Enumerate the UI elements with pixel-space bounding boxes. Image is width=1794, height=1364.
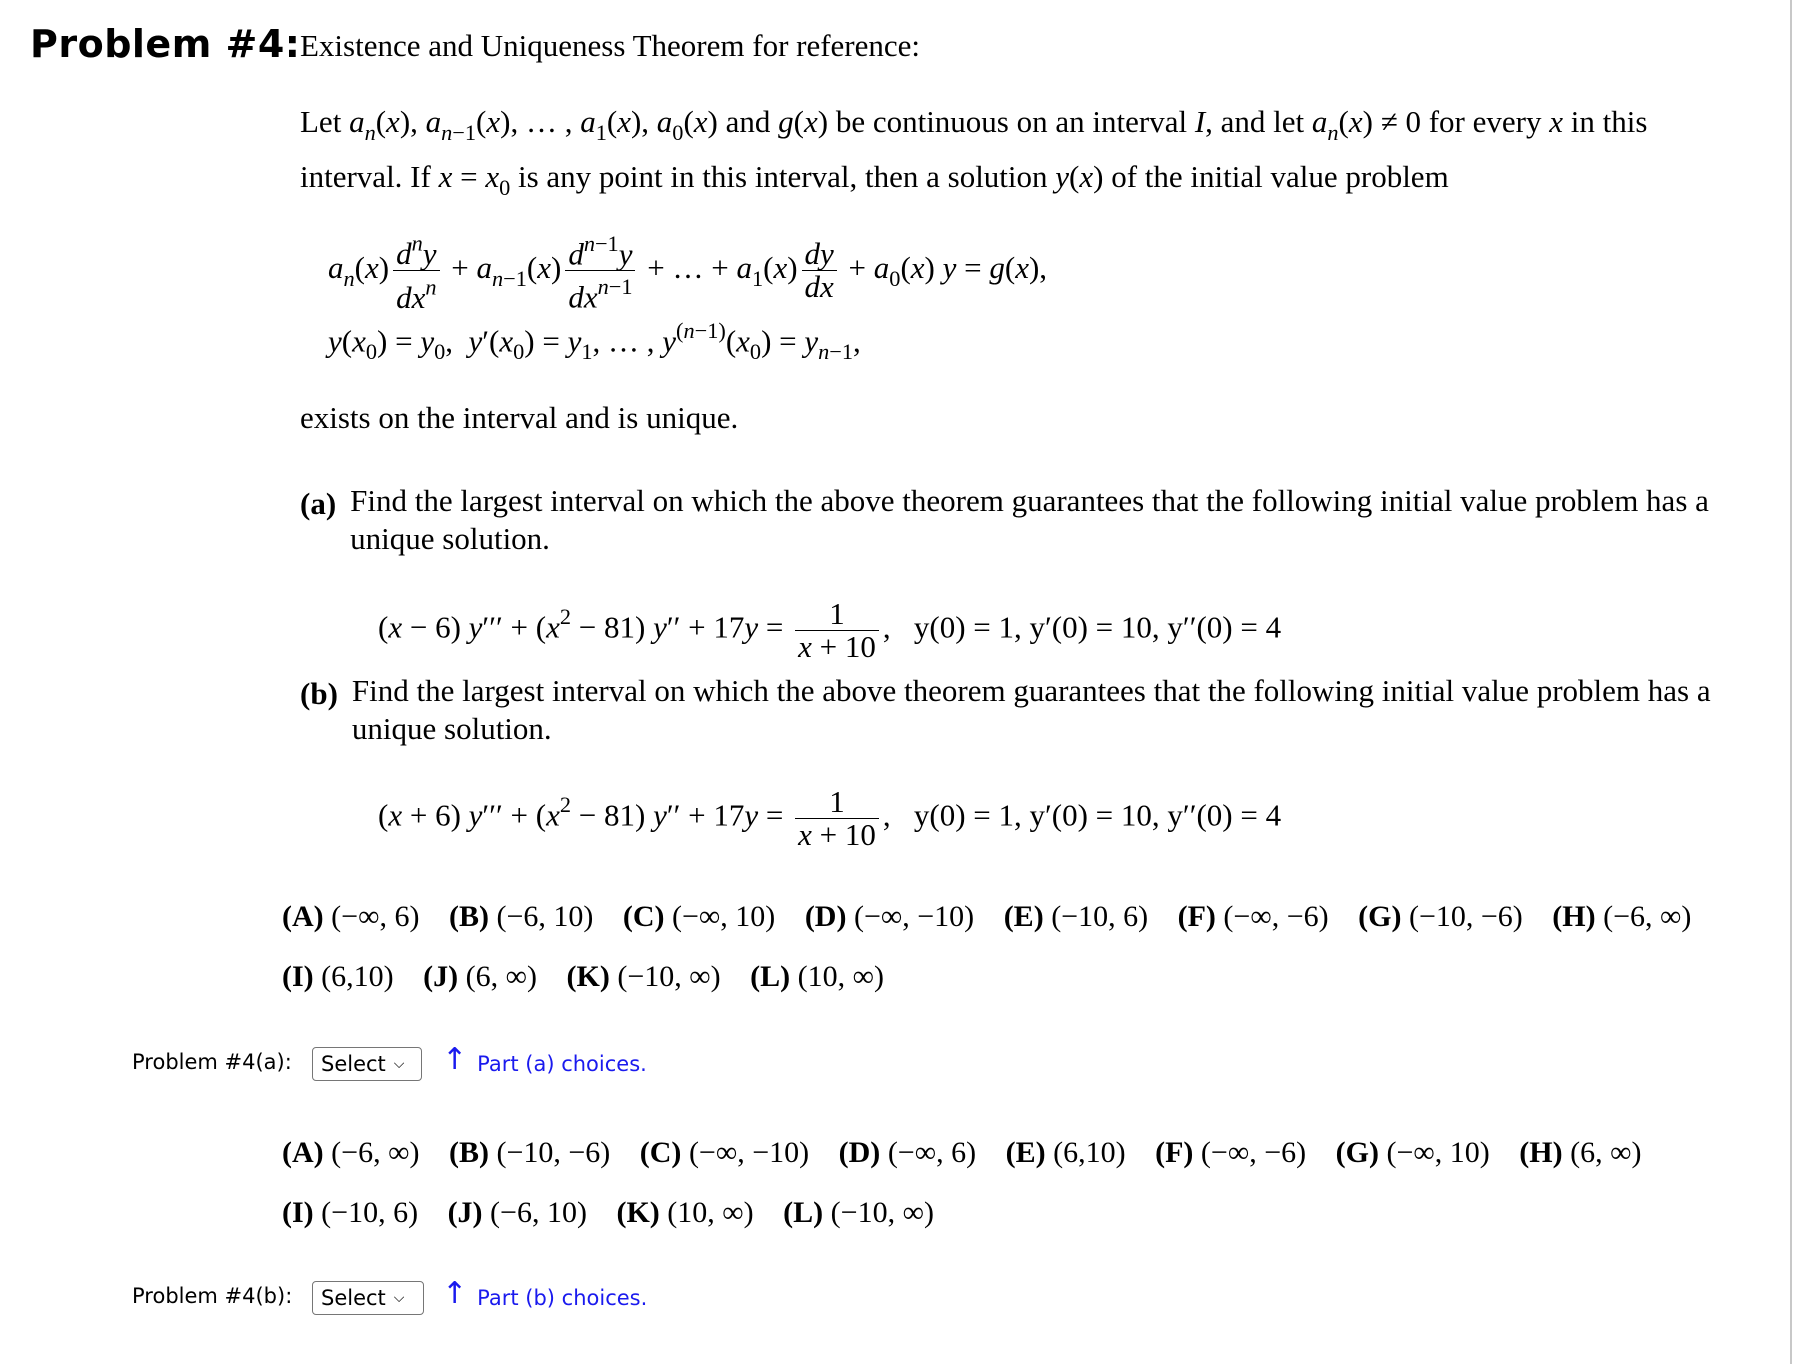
choice-a-G: (G) (−10, −6) [1358,900,1523,933]
choice-b-L: (L) (−10, ∞) [783,1196,934,1229]
theorem-text: Let [300,104,342,139]
answer-a-select[interactable] [312,1047,422,1081]
part-b-label: (b) [300,676,338,711]
choice-a-K: (K) (−10, ∞) [566,960,721,993]
answer-a-hint-text: Part (a) choices. [477,1052,647,1076]
choice-a-I: (I) (6,10) [282,960,394,993]
part-a-conditions: y(0) = 1, y′(0) = 10, y′′(0) = 4 [913,609,1282,645]
arrow-up-icon: ↑ [442,1042,468,1077]
choice-a-J: (J) (6, ∞) [423,960,537,993]
choice-b-H: (H) (6, ∞) [1519,1136,1642,1169]
part-a-choices-row1 [282,900,1713,934]
theorem-text: and [725,104,771,139]
choice-a-C: (C) (−∞, 10) [622,900,776,933]
choice-b-K: (K) (10, ∞) [616,1196,754,1229]
general-initial-conditions: $y(x_0) = y_0$, $y'(x_0) = y_1$, … , $y^{(n-1)}(x_0) = y_{n-1}$, [328,318,861,365]
answer-a-label: Problem #4(a): [132,1050,292,1074]
choice-b-E: (E) (6,10) [1005,1136,1126,1169]
part-a-choices-row2 [282,960,906,994]
part-b-conditions: y(0) = 1, y′(0) = 10, y′′(0) = 4 [913,797,1282,833]
part-b-choices-row1 [282,1136,1663,1170]
choice-b-C: (C) (−∞, −10) [639,1136,810,1169]
choice-a-L: (L) (10, ∞) [750,960,884,993]
part-b-prompt [300,672,1770,748]
theorem-text: of the initial value problem [1111,158,1449,194]
answer-b-label: Problem #4(b): [132,1284,293,1308]
choice-b-A: (A) (−6, ∞) [282,1136,420,1169]
right-frame-edge [1790,0,1792,1364]
theorem-text: in this [1570,104,1648,139]
choice-a-D: (D) (−∞, −10) [804,900,975,933]
choice-b-G: (G) (−∞, 10) [1335,1136,1490,1169]
choice-b-J: (J) (−6, 10) [447,1196,587,1229]
choice-a-F: (F) (−∞, −6) [1177,900,1329,933]
theorem-conclusion: exists on the interval and is unique. [300,400,739,435]
chevron-down-icon: ⌵ [393,1056,405,1072]
part-a-prompt [300,482,1770,558]
part-b-text: Find the largest interval on which the above theorem guarantees that the following initial value problem has a unique solution. [351,673,1711,746]
choice-a-H: (H) (−6, ∞) [1552,900,1692,933]
problem-title: Problem #4: [30,22,301,66]
choice-a-E: (E) (−10, 6) [1003,900,1149,933]
part-b-sign: + [409,797,428,833]
part-a-text: Find the largest interval on which the above theorem guarantees that the following initial value problem has a unique solution. [350,483,1709,556]
theorem-text: interval. If [300,158,431,194]
answer-a-hint [442,1044,647,1076]
choice-a-A: (A) (−∞, 6) [282,900,420,933]
part-a-sign: − [409,609,428,645]
theorem-text: , and let [1205,104,1305,139]
answer-b-hint [442,1278,647,1310]
general-ode: $a_n(x)$ $\frac{d^ny}{dx^n}$ + $a_{n-1}(x)$ $\frac{d^{n-1}y}{dx^{n-1}}$ + … + $a_1(x)$ $\frac{dy}{dx}$ + $a_0(x) y = g(x)$, [328,228,1047,314]
part-b-equation: (x + 6) $y''' + (x^2 - 81) y'' + 17y$ = $\frac{1}{x + 10}$ , y(0) = 1, y′(0) = 10, y′′(0) = 4 [378,784,1282,852]
answer-a-select-value: Select [321,1052,386,1076]
part-b-choices-row2 [282,1196,956,1230]
theorem-text: 0 for every [1405,104,1542,139]
theorem-text: be continuous on an interval [835,104,1188,139]
theorem-statement: Let $a_n(x)$, $a_{n-1}(x)$, … , $a_1(x)$, $a_0(x)$ and g(x) be continuous on an interval I, and let $a_n(x) \ne 0$ for every x in this interval. If $x = x_0$ is any point in this interval, then a solution y(x) of the initial value problem [300,104,1648,200]
answer-b-select[interactable] [312,1281,424,1315]
part-a-equation: (x − 6) $y''' + (x^2 - 81) y'' + 17y$ = $\frac{1}{x + 10}$ , y(0) = 1, y′(0) = 10, y′′(0) = 4 [378,596,1282,664]
answer-b-hint-text: Part (b) choices. [477,1286,648,1310]
problem-subtitle: Existence and Uniqueness Theorem for reference: [300,28,921,63]
part-a-label: (a) [300,486,337,521]
answer-b-select-value: Select [321,1286,386,1310]
theorem-text: is any point in this interval, then a solution [518,158,1048,194]
choice-b-B: (B) (−10, −6) [448,1136,611,1169]
arrow-up-icon: ↑ [442,1276,468,1311]
chevron-down-icon: ⌵ [393,1290,405,1306]
choice-b-D: (D) (−∞, 6) [838,1136,977,1169]
choice-b-F: (F) (−∞, −6) [1155,1136,1307,1169]
choice-a-B: (B) (−6, 10) [448,900,594,933]
choice-b-I: (I) (−10, 6) [282,1196,419,1229]
